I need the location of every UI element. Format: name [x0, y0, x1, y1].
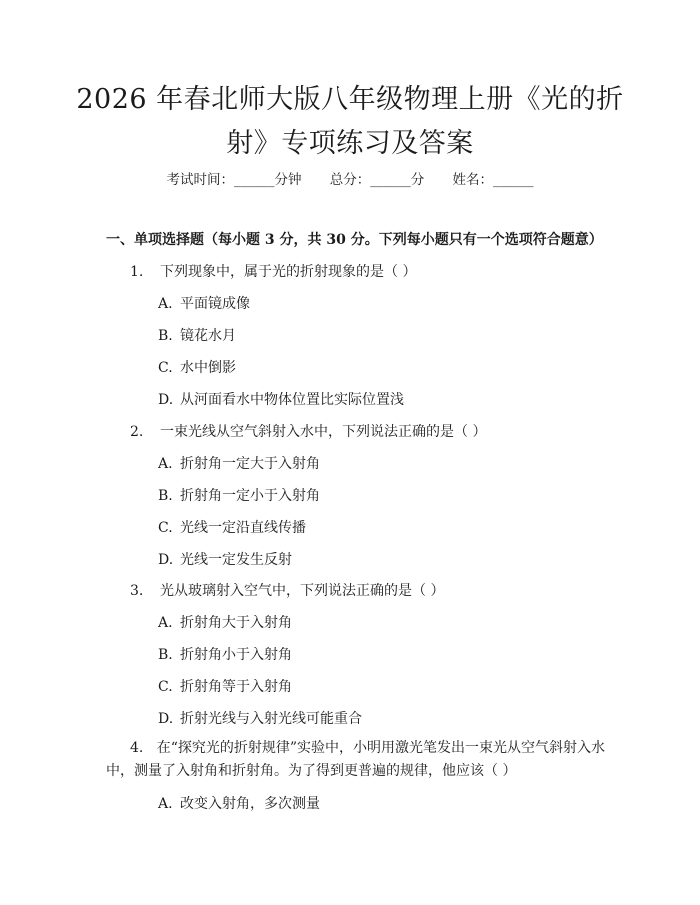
question-number: 1.: [130, 264, 144, 280]
question-4: [106, 737, 606, 783]
student-name-field: 姓名：______: [452, 172, 534, 188]
question-text: 光从玻璃射入空气中，下列说法正确的是（ ）: [160, 583, 445, 599]
question-2-option-b: B. 折射角一定小于入射角: [158, 488, 320, 504]
question-3: [130, 580, 444, 600]
question-text: 下列现象中，属于光的折射现象的是（ ）: [160, 264, 417, 280]
question-3-option-a: A. 折射角大于入射角: [158, 615, 292, 631]
question-number: 4.: [130, 740, 144, 756]
question-3-option-b: B. 折射角小于入射角: [158, 647, 292, 663]
total-score-field: 总分：______分: [329, 172, 425, 188]
question-1: [130, 261, 416, 281]
question-1-option-d: D. 从河面看水中物体位置比实际位置浅: [158, 392, 404, 408]
question-1-option-c: C. 水中倒影: [158, 360, 236, 376]
question-number: 2.: [130, 424, 144, 440]
question-1-option-a: A. 平面镜成像: [158, 296, 250, 312]
question-3-option-d: D. 折射光线与入射光线可能重合: [158, 711, 362, 727]
question-2-option-a: A. 折射角一定大于入射角: [158, 456, 320, 472]
page-title: [60, 78, 640, 166]
question-2: [130, 421, 486, 441]
question-text: 在“探究光的折射规律”实验中，小明用激光笔发出一束光从空气斜射入水中，测量了入射角和折射角。为了得到更普遍的规律，他应该（ ）: [106, 740, 606, 779]
section-heading-single-choice: 一、单项选择题（每小题 3 分，共 30 分。下列每小题只有一个选项符合题意）: [106, 232, 603, 248]
question-2-option-d: D. 光线一定发生反射: [158, 552, 292, 568]
title-line-1: 2026 年春北师大版八年级物理上册《光的折: [76, 84, 624, 115]
question-text: 一束光线从空气斜射入水中，下列说法正确的是（ ）: [160, 424, 487, 440]
question-2-option-c: C. 光线一定沿直线传播: [158, 520, 306, 536]
question-1-option-b: B. 镜花水月: [158, 328, 236, 344]
question-number: 3.: [130, 583, 144, 599]
question-4-option-a: A. 改变入射角，多次测量: [158, 796, 320, 812]
question-3-option-c: C. 折射角等于入射角: [158, 679, 292, 695]
title-line-2: 射》专项练习及答案: [226, 128, 474, 159]
exam-meta-line: [0, 168, 700, 188]
exam-time-field: 考试时间：______分钟: [166, 172, 302, 188]
